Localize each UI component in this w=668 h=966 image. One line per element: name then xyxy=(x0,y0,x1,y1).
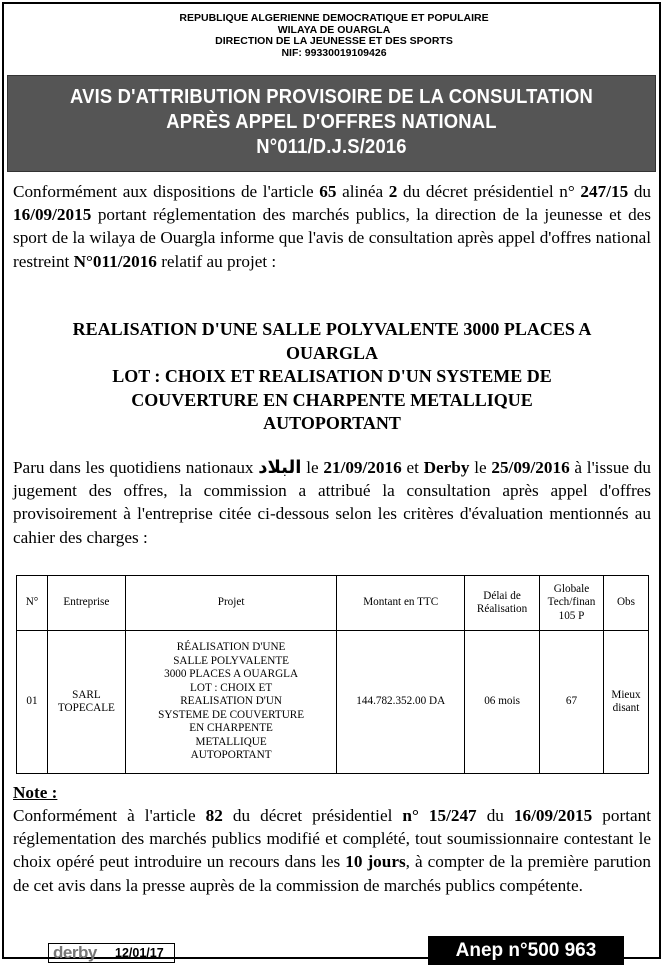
issuer-header xyxy=(0,13,668,59)
cell-globale: 67 xyxy=(540,631,604,774)
col-header-globale: Globale Tech/finan 105 P xyxy=(540,576,604,631)
col-header-projet: Projet xyxy=(125,576,336,631)
project-line: OUARGLA xyxy=(285,342,378,363)
intro-paragraph: Conformément aux dispositions de l'article 65 alinéa 2 du décret présidentiel n° 247/15 du 16/09/2015 portant réglementation des marchés publics, la direction de la jeunesse et des sport de la wilaya de Ouargla informe que l'avis de consultation après appel d'offres national restreint N°011/2016 relatif au projet : xyxy=(13,182,652,271)
arabic-newspaper-name: البلاد xyxy=(258,457,302,478)
table-row xyxy=(17,631,649,774)
note-title: Note : xyxy=(13,783,58,802)
cell-delai: 06 mois xyxy=(465,631,540,774)
table-header-row xyxy=(17,576,649,631)
project-line: REALISATION D'UNE SALLE POLYVALENTE 3000 PLACES A xyxy=(72,319,592,339)
col-header-montant: Montant en TTC xyxy=(337,576,465,631)
project-line: AUTOPORTANT xyxy=(263,413,401,433)
col-header-entreprise: Entreprise xyxy=(47,576,125,631)
header-wilaya: WILAYA DE OUARGLA xyxy=(277,23,391,36)
banner-title-line3: N°011/D.J.S/2016 xyxy=(256,136,407,158)
title-banner xyxy=(7,75,656,172)
header-direction: DIRECTION DE LA JEUNESSE ET DES SPORTS xyxy=(215,35,453,47)
header-republic: REPUBLIQUE ALGERIENNE DEMOCRATIQUE ET POPULAIRE xyxy=(179,12,489,24)
derby-logo: derby xyxy=(53,943,97,962)
cell-no: 01 xyxy=(17,631,48,774)
newspaper-footer xyxy=(48,943,175,963)
award-table xyxy=(16,575,649,774)
publication-paragraph: Paru dans les quotidiens nationaux البلاد le 21/09/2016 et Derby le 25/09/2016 à l'issue du jugement des offres, la commission a attribué la consultation après appel d'offres provisoirement à l'entreprise citée ci-dessous selon les critères d'évaluation mentionnés au cahier des charges : xyxy=(13,457,651,547)
project-line: LOT : CHOIX ET REALISATION D'UN SYSTEME DE xyxy=(112,366,552,386)
project-title xyxy=(13,318,651,436)
col-header-delai: Délai de Réalisation xyxy=(465,576,540,631)
note-paragraph: Conformément à l'article 82 du décret présidentiel n° 15/247 du 16/09/2015 portant réglementation des marchés publics modifié et complété, tout soumissionnaire contestant le choix opéré peut introduire un recours dans les 10 jours, à compter de la première parution de cet avis dans la presse auprès de la commission de marchés publics compétente. xyxy=(13,806,651,895)
col-header-no: N° xyxy=(17,576,48,631)
cell-projet: RÉALISATION D'UNE SALLE POLYVALENTE 3000 PLACES A OUARGLA LOT : CHOIX ET REALISATION D'UN SYSTEME DE COUVERTURE EN CHARPENTE METALLIQUE AUTOPORTANT xyxy=(125,631,336,774)
col-header-obs: Obs xyxy=(603,576,648,631)
banner-title-line2: APRÈS APPEL D'OFFRES NATIONAL xyxy=(166,111,497,133)
project-line: COUVERTURE EN CHARPENTE METALLIQUE xyxy=(131,389,533,410)
cell-entreprise: SARL TOPECALE xyxy=(47,631,125,774)
publication-date: 12/01/17 xyxy=(115,946,164,960)
cell-montant: 144.782.352.00 DA xyxy=(337,631,465,774)
banner-title-line1: AVIS D'ATTRIBUTION PROVISOIRE DE LA CONSULTATION xyxy=(70,86,593,108)
cell-obs: Mieux disant xyxy=(603,631,648,774)
header-nif: NIF: 99330019109426 xyxy=(281,46,387,59)
anep-reference: Anep n°500 963 xyxy=(428,936,624,965)
